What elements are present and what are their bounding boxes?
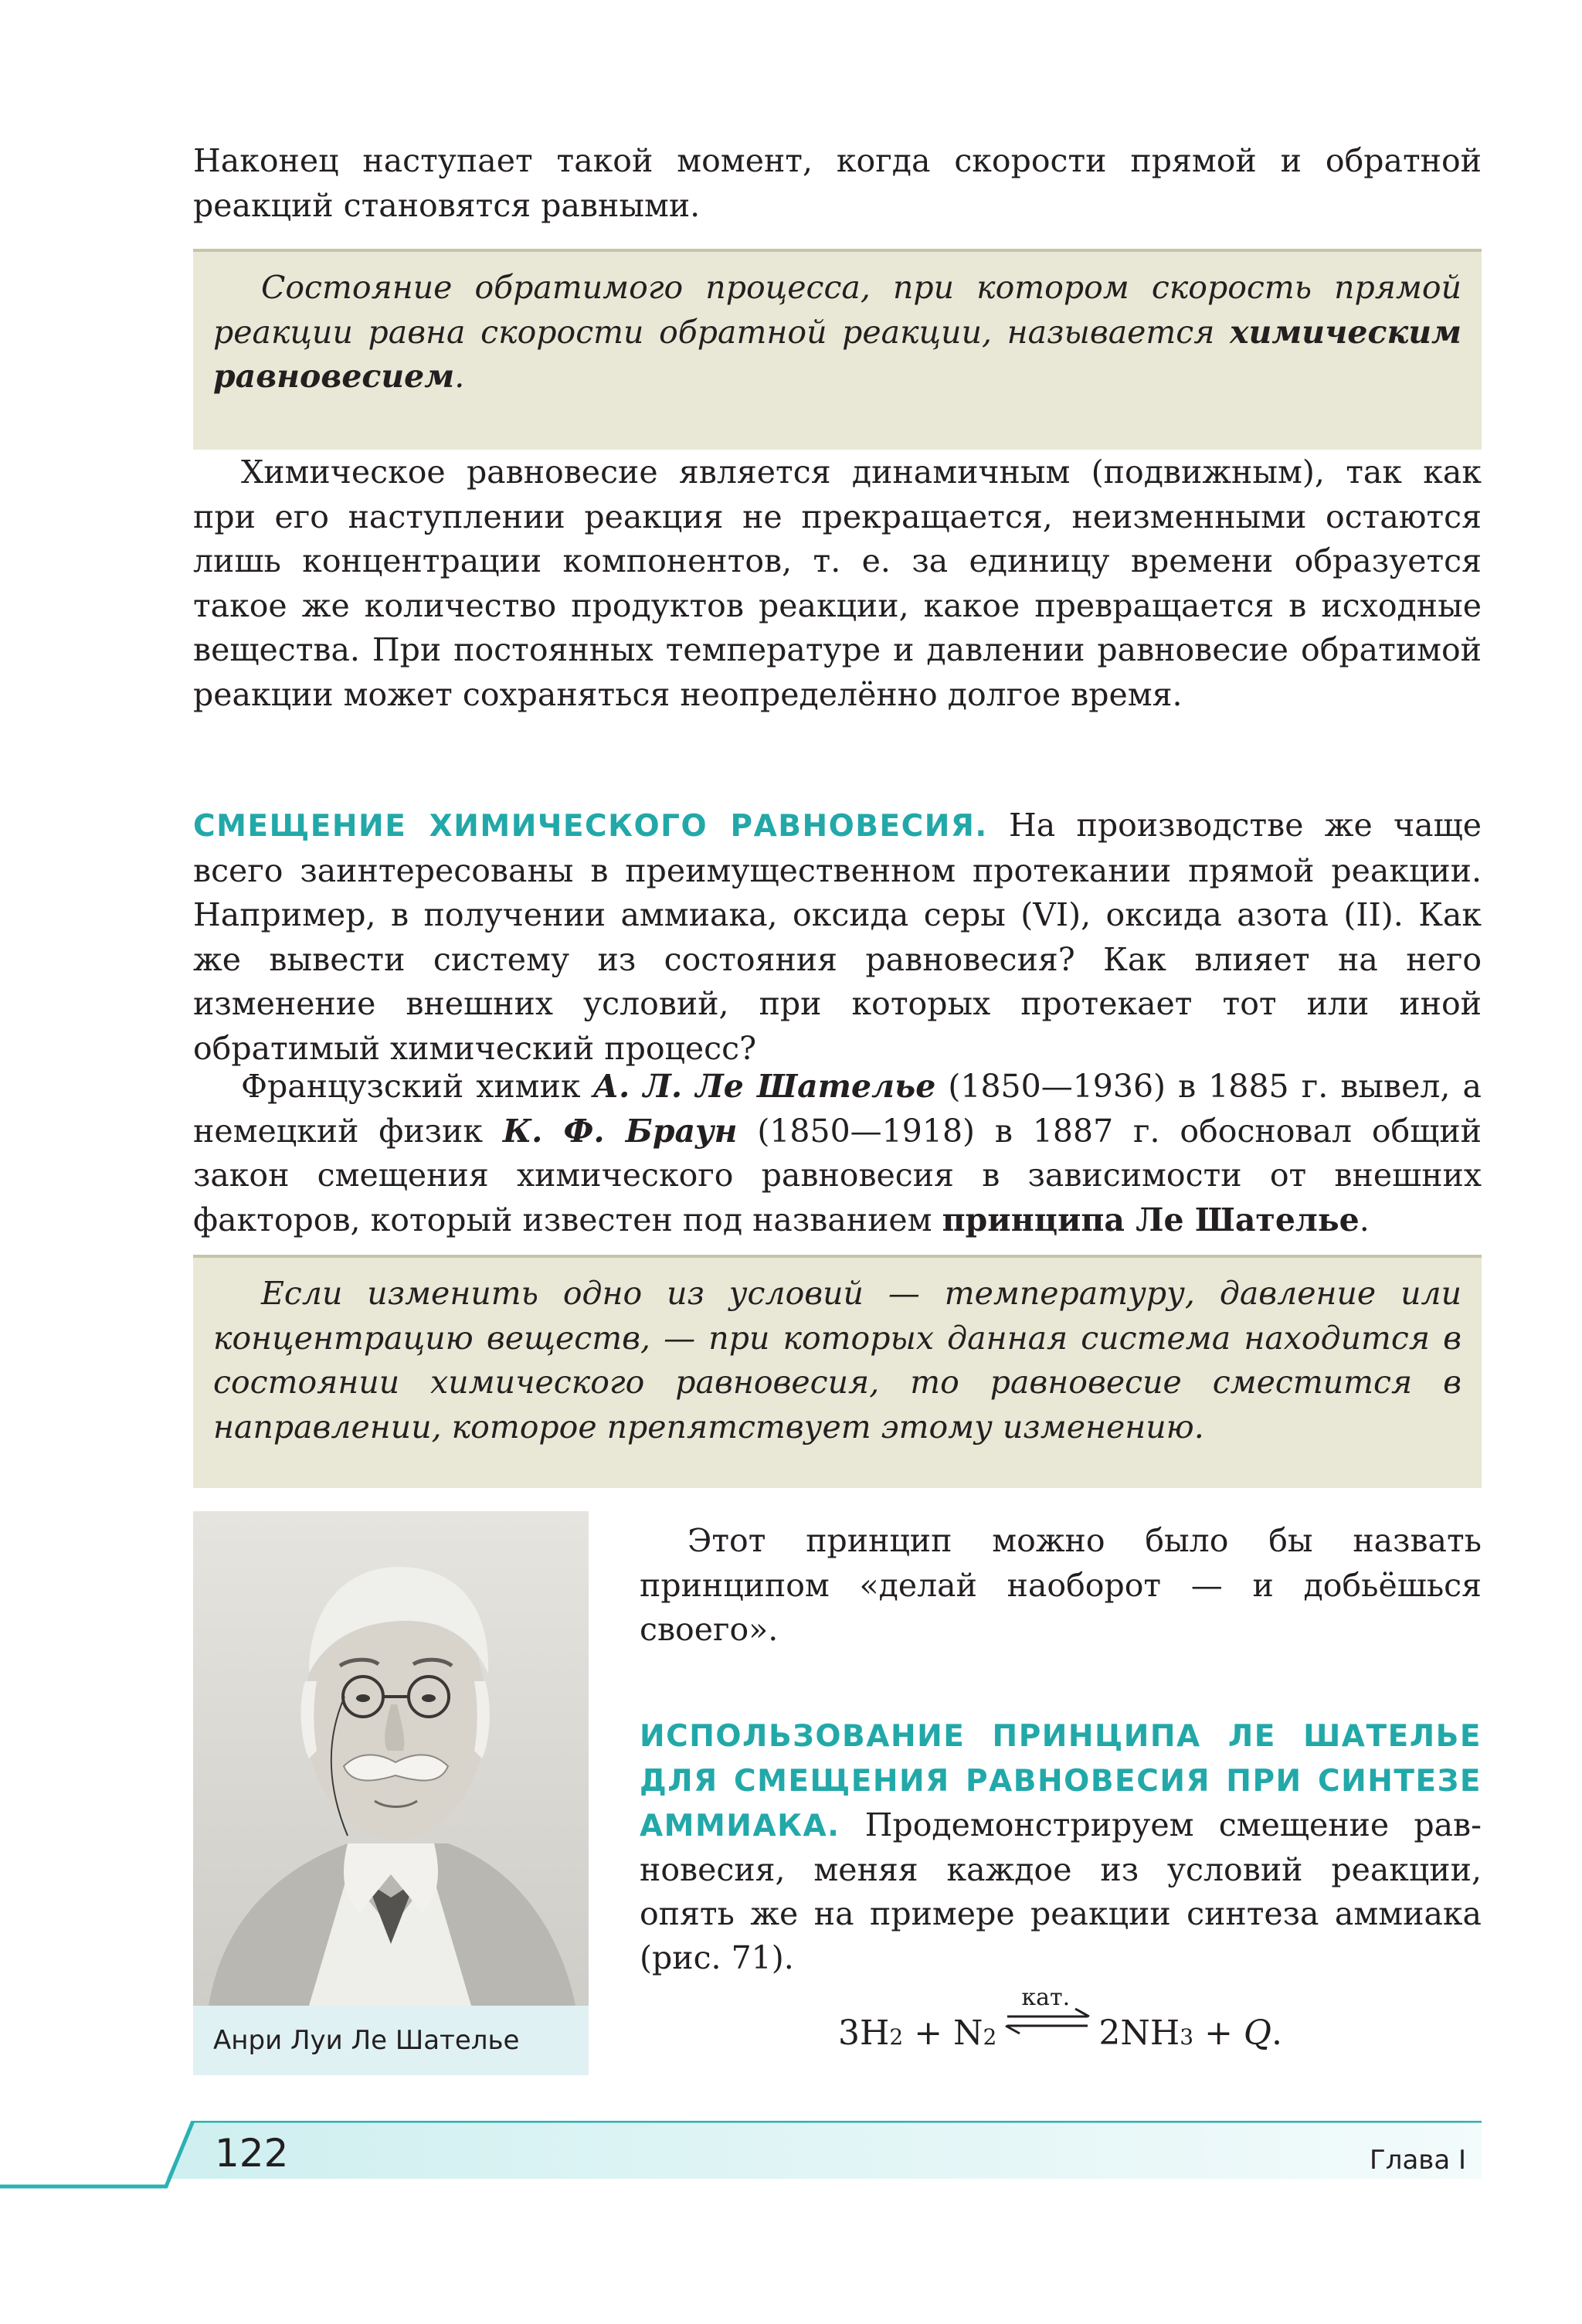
paragraph-principle-nickname: Этот принцип можно было бы назвать принципом «делай наоборот — и добьёшься своего». <box>640 1522 1482 1648</box>
formula-end: . <box>1271 2013 1282 2053</box>
scientist-name-braun: К. Ф. Браун <box>502 1112 738 1150</box>
formula-nh3: 2NH <box>1098 2013 1180 2053</box>
equilibrium-arrows-icon <box>1001 1984 1094 2044</box>
section-heading-ammonia: ИСПОЛЬЗОВАНИЕ ПРИНЦИПА ЛЕ ШАТЕЛЬЕ ДЛЯ СМЕЩЕНИЯ РАВНОВЕСИЯ ПРИ СИНТЕЗЕ АММИАКА. <box>640 1719 1482 1843</box>
principle-text: Если изменить одно из условий — температуру, давление или концентрацию веществ, — при которых данная система находится в состоянии химического равновесия, то равновесие сместится в направлении, которое препятствует этому изменению. <box>213 1275 1461 1446</box>
page-number: 122 <box>215 2131 289 2176</box>
reaction-equation <box>838 1984 1282 2053</box>
definition-text <box>213 266 1461 399</box>
definition-term: химическим равновесием <box>213 313 1461 395</box>
section-text-shift: На производстве же чаще всего заинтересованы в преимущественном протекании прямой реакции. Например, в получении аммиака, оксида серы (VI), оксида азота (II). Как же вывести систему из состояния равновесия? Как влияет на него изменение внешних условий, при которых протекает тот или иной обратимый химический процесс? <box>193 807 1482 1067</box>
double-arrow-icon <box>1001 2006 1094 2037</box>
formula-sub-n2: 2 <box>983 2024 997 2050</box>
definition-end: . <box>454 358 465 395</box>
formula-sub-nh3: 3 <box>1180 2024 1194 2050</box>
definition-box-equilibrium <box>193 249 1482 450</box>
formula-sub-h2: 2 <box>889 2024 904 2050</box>
history-text-a: Французский химик <box>241 1068 593 1105</box>
paragraph-le-chatelier-history <box>193 1065 1482 1242</box>
history-text-b: (1850—1936) в 1885 г. вывел, а немецкий физик <box>193 1068 1482 1150</box>
section-text-ammonia: Продемонстрируем смещение равновесия, меняя каждое из условий реакции, опять же на примере реакции синтеза аммиака (рис. 71). <box>640 1806 1482 1976</box>
history-text-c: (1850—1918) в 1887 г. обосновал общий закон смещения химического равновесия в зависимости от внешних факторов, который известен под названием <box>193 1112 1482 1238</box>
paragraph-ammonia-synthesis <box>640 1714 1482 1980</box>
formula-plus-n2: + N <box>903 2013 983 2053</box>
portrait-illustration <box>193 1511 589 2006</box>
definition-box-principle <box>193 1255 1482 1488</box>
formula-plus-q: + <box>1193 2013 1244 2053</box>
scientist-name-le-chatelier: А. Л. Ле Шателье <box>592 1068 936 1105</box>
chapter-label: Глава I <box>1369 2145 1466 2176</box>
principle-name: принципа Ле Шателье <box>942 1201 1360 1238</box>
portrait-photo <box>193 1511 589 2006</box>
paragraph-intro: Наконец наступает такой момент, когда скорости прямой и обратной реакций становятся равными. <box>193 142 1482 224</box>
formula-h2: 3H <box>838 2013 890 2053</box>
paragraph-dynamic-equilibrium: Химическое равновесие является динамичным (подвижным), так как при его наступлении реакция не прекращается, неизменными остаются лишь концентрации компонентов, т. е. за единицу времени образуется такое же количество продуктов реакции, какое превращается в исходные вещества. При постоянных температуре и давлении равновесие обратимой реакции может сохраняться неопределённо долгое время. <box>193 454 1482 713</box>
history-text-end: . <box>1359 1201 1370 1238</box>
catalyst-label: кат. <box>1021 1984 1071 2011</box>
formula-q: Q <box>1243 2013 1271 2053</box>
paragraph-equilibrium-shift <box>193 804 1482 1071</box>
definition-text-main: Состояние обратимого процесса, при котором скорость прямой реакции равна скорости обратной реакции, называется <box>213 269 1461 351</box>
photo-caption: Анри Луи Ле Шателье <box>193 2006 589 2075</box>
section-heading-shift: СМЕЩЕНИЕ ХИМИЧЕСКОГО РАВНОВЕСИЯ. <box>193 809 988 844</box>
